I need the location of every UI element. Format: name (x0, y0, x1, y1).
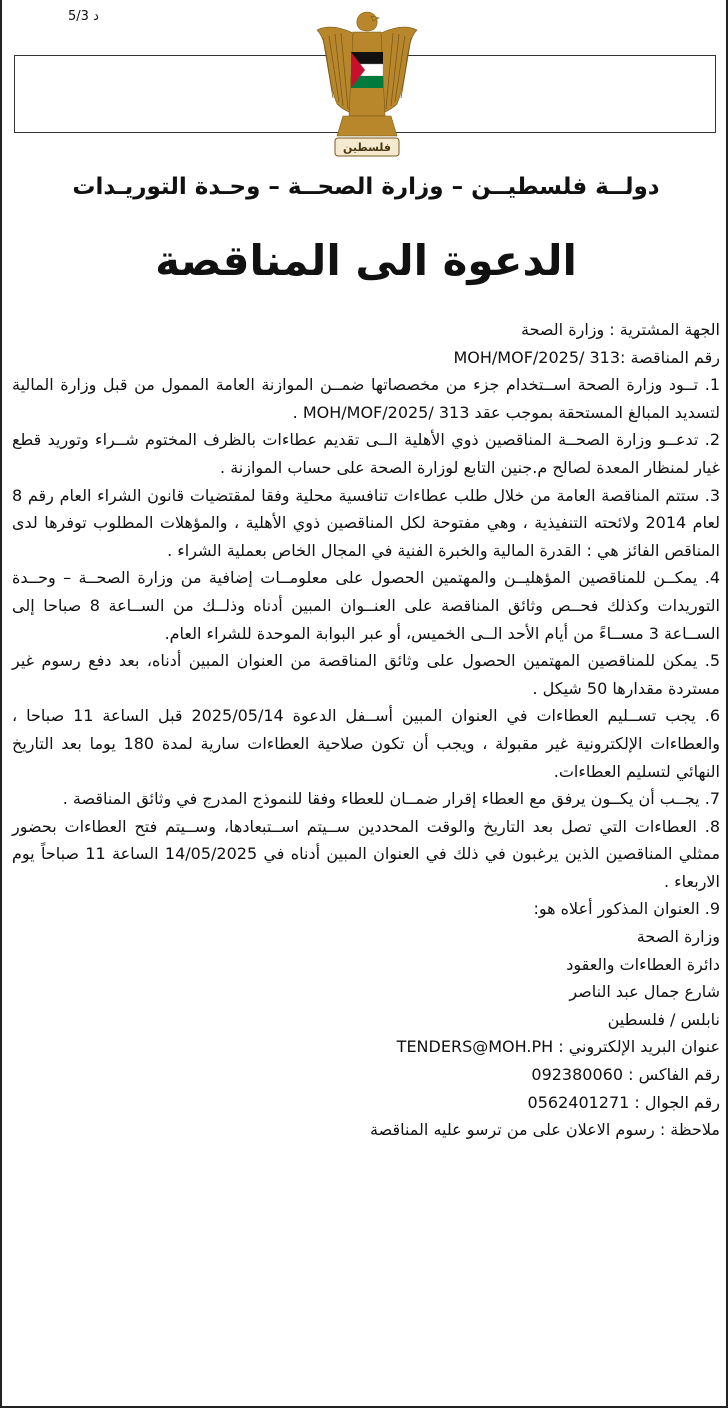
mobile-line: رقم الجوال : 0562401271 (527, 1092, 720, 1112)
address-line-street: شارع جمال عبد الناصر (569, 982, 720, 1002)
notice-body (12, 316, 720, 1144)
clause-4: 4. يمكــن للمناقصين المؤهليــن والمهتمين الحصول على معلومــات إضافية من وزارة الصحــة – وحــدة التوريدات وكذلك فحــص وثائق المناقصة على العنــوان المبين أدناه وذلــك من الســاعة 8 صباحا إلى الســاعة 3 مســاءً من أيام الأحد الــى الخميس، أو عبر البوابة الموحدة للشراء العام. (12, 568, 720, 643)
address-line-department: دائرة العطاءات والعقود (566, 954, 720, 974)
palestine-eagle-emblem-icon (313, 6, 421, 158)
note-line: ملاحظة : رسوم الاعلان على من ترسو عليه المناقصة (369, 1120, 720, 1140)
clause-9: 9. العنوان المذكور أعلاه هو: (533, 899, 720, 919)
buyer-line: الجهة المشترية : وزارة الصحة (521, 320, 720, 339)
address-line-ministry: وزارة الصحة (636, 927, 720, 947)
tender-number-line: رقم المناقصة :313 /MOH/MOF/2025 (453, 347, 720, 367)
notice-title: الدعوة الى المناقصة (155, 236, 577, 285)
clause-8: 8. العطاءات التي تصل بعد التاريخ والوقت المحددين ســيتم اســتبعادها، وســيتم فتح العطاءات بحضور ممثلي المناقصين الذين يرغبون في ذلك في العنوان المبين أدناه في 14/05/2025 الساعة 11 صباحاً يوم الاربعاء . (12, 816, 721, 891)
clause-3: 3. ستتم المناقصة العامة من خلال طلب عطاءات تنافسية محلية وفقا لمقتضيات قانون الشراء العام رقم 8 لعام 2014 ولائحته التنفيذية ، وهي مفتوحة لكل المناقصين ذوي الأهلية ، والمؤهلات المطلوب توفرها لدى المناقص الفائز هي : القدرة المالية والخبرة الفنية في المجال الخاص بعملية الشراء . (12, 485, 720, 560)
clause-6: 6. يجب تســليم العطاءات في العنوان المبين أســفل الدعوة 2025/05/14 قبل الساعة 11 صباحا ، والعطاءات الإلكترونية غير مقبولة ، ويجب أن تكون صلاحية العطاءات سارية لمدة 180 يوما بعد التاريخ النهائي لتسليم العطاءات. (12, 706, 720, 781)
address-line-city: نابلس / فلسطين (607, 1009, 720, 1029)
clause-2: 2. تدعــو وزارة الصحــة المناقصين ذوي الأهلية الــى تقديم عطاءات بالظرف المختوم شــراء وتوريد قطع غيار لمنظار المعدة لصالح م.جنين التابع لوزارة الصحة على حساب الموازنة . (12, 430, 720, 477)
clause-7: 7. يجــب أن يكــون يرفق مع العطاء إقرار ضمــان للعطاء وفقا للنموذج المدرج في وثائق المناقصة . (62, 789, 720, 809)
emblem-label: فلسطين (343, 141, 391, 154)
email-line: عنوان البريد الإلكتروني : TENDERS@MOH.PH (396, 1037, 720, 1057)
clause-1: 1. تــود وزارة الصحة اســتخدام جزء من مخصصاتها ضمــن الموازنة العامة الممول من قبل وزارة المالية لتسديد المبالغ المستحقة بموجب عقد 313 /MOH/MOF/2025 . (12, 375, 720, 422)
clause-5: 5. يمكن للمناقصين المهتمين الحصول على وثائق المناقصة من العنوان المبين أدناه، بعد دفع رسوم غير مستردة مقدارها 50 شيكل . (12, 651, 720, 698)
page-reference: 5/3 د (68, 9, 99, 24)
fax-line: رقم الفاكس : 092380060 (531, 1065, 720, 1085)
issuer-line: دولــة فلسطيــن – وزارة الصحــة – وحـدة التوريـدات (72, 174, 660, 200)
